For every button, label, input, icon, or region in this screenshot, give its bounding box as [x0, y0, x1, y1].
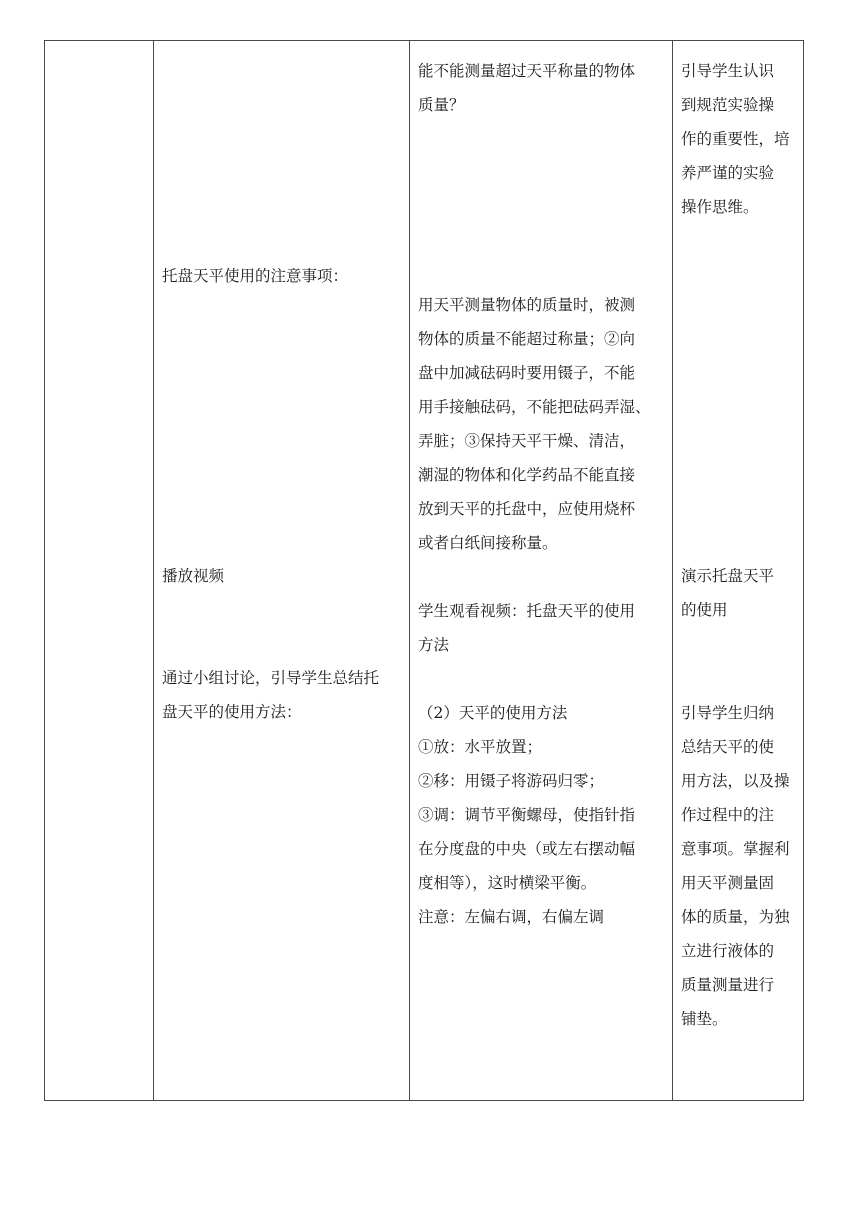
- text-line: 盘天平的使用方法：: [162, 703, 302, 721]
- design-intent-summary: [681, 696, 790, 1036]
- text-line: 养严谨的实验: [681, 164, 775, 182]
- text-line: 用天平测量固: [681, 874, 775, 892]
- text-line: 用方法，以及操: [681, 772, 790, 790]
- text-line: 注意：左偏右调，右偏左调: [418, 908, 605, 926]
- text-line: （2）天平的使用方法: [418, 704, 568, 722]
- text-line: ①放：水平放置；: [418, 738, 543, 756]
- text-line: 的使用: [681, 601, 728, 619]
- text-line: 立进行液体的: [681, 942, 775, 960]
- text-line: 作过程中的注: [681, 806, 775, 824]
- student-activity-precautions: [418, 288, 651, 560]
- text-line: 意事项。掌握利: [681, 840, 790, 858]
- text-line: 通过小组讨论，引导学生总结托: [162, 669, 380, 687]
- text-line: 用手接触砝码，不能把砝码弄湿、: [418, 398, 651, 416]
- text-line: 放到天平的托盘中，应使用烧杯: [418, 500, 636, 518]
- design-intent-standard-operation: [681, 54, 790, 224]
- text-line: 学生观看视频：托盘天平的使用: [418, 602, 636, 620]
- text-line: 在分度盘的中央（或左右摆动幅: [418, 840, 636, 858]
- teacher-activity-video: [162, 559, 224, 593]
- student-activity-question: [418, 54, 635, 122]
- teacher-activity-discussion: [162, 661, 379, 729]
- text-line: ②移：用镊子将游码归零；: [418, 772, 605, 790]
- text-line: 能不能测量超过天平称量的物体: [418, 62, 636, 80]
- teacher-activity-precautions: [162, 259, 348, 293]
- text-line: 用天平测量物体的质量时，被测: [418, 296, 636, 314]
- text-line: 作的重要性，培: [681, 130, 790, 148]
- text-line: 播放视频: [162, 567, 225, 585]
- text-line: 度相等），这时横梁平衡。: [418, 874, 597, 892]
- text-line: 弄脏；③保持天平干燥、清洁，: [418, 432, 636, 450]
- text-line: 质量测量进行: [681, 976, 775, 994]
- text-line: 操作思维。: [681, 198, 759, 216]
- text-line: 物体的质量不能超过称量；②向: [418, 330, 636, 348]
- text-line: 潮湿的物体和化学药品不能直接: [418, 466, 636, 484]
- text-line: 到规范实验操: [681, 96, 775, 114]
- text-line: 方法: [418, 636, 450, 654]
- text-line: ③调：调节平衡螺母，使指针指: [418, 806, 636, 824]
- design-intent-demo: [681, 559, 774, 627]
- column-divider-1: [153, 41, 154, 1100]
- student-activity-usage-method: [418, 696, 635, 934]
- text-line: 铺垫。: [681, 1010, 728, 1028]
- column-divider-2: [409, 41, 410, 1100]
- text-line: 引导学生归纳: [681, 704, 775, 722]
- student-activity-video: [418, 594, 635, 662]
- lesson-plan-table: [44, 40, 804, 1101]
- text-line: 质量？: [418, 96, 465, 114]
- text-line: 体的质量，为独: [681, 908, 790, 926]
- text-line: 引导学生认识: [681, 62, 775, 80]
- text-line: 演示托盘天平: [681, 567, 775, 585]
- text-line: 托盘天平使用的注意事项：: [162, 267, 349, 285]
- text-line: 或者白纸间接称量。: [418, 534, 558, 552]
- text-line: 盘中加减砝码时要用镊子，不能: [418, 364, 636, 382]
- column-divider-3: [672, 41, 673, 1100]
- text-line: 总结天平的使: [681, 738, 775, 756]
